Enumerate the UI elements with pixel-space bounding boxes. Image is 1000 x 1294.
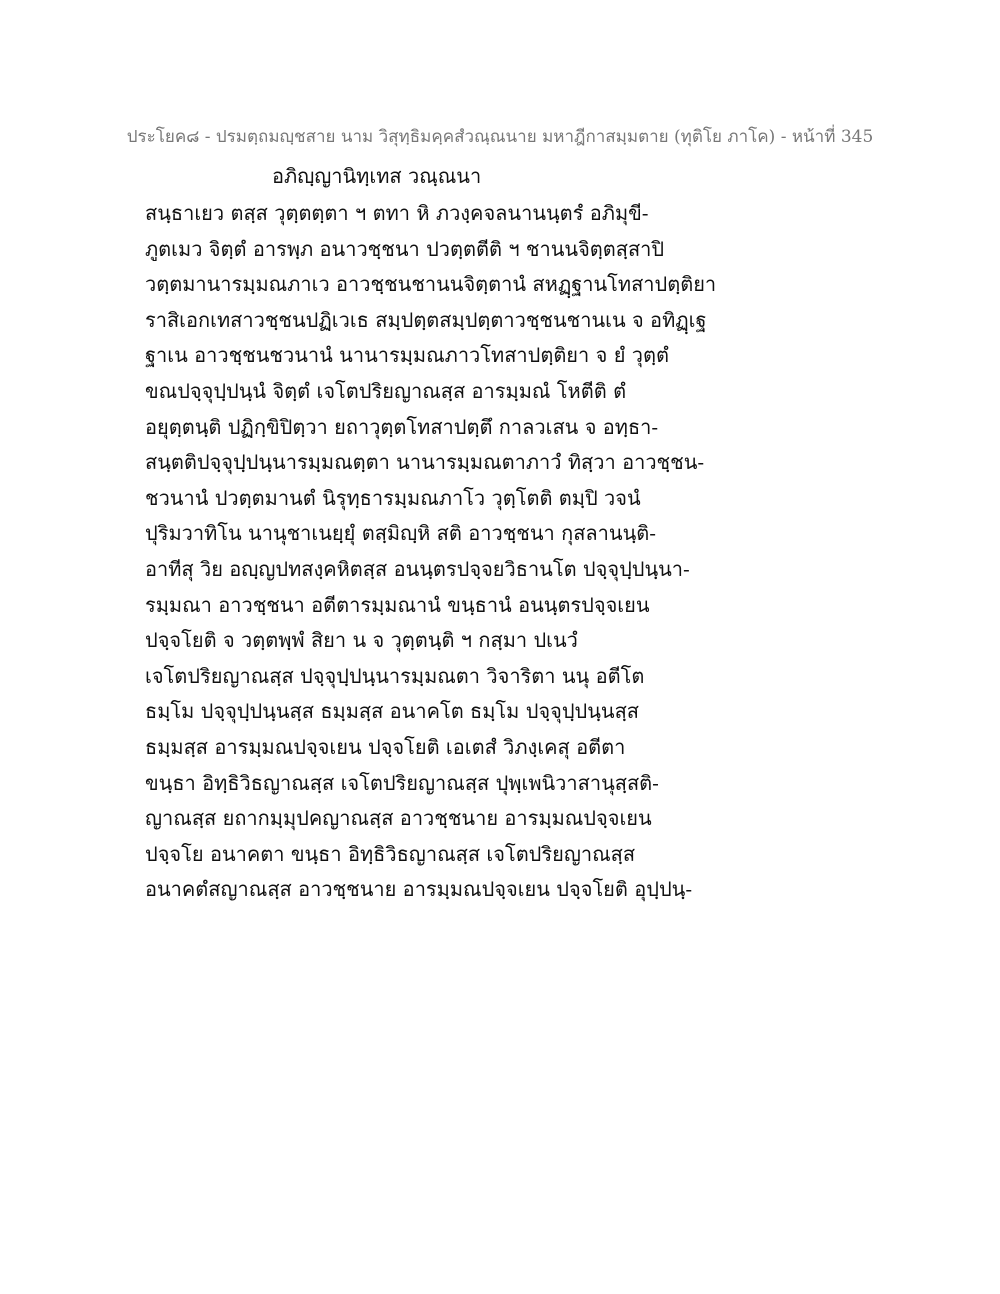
- text-line: สนฺตติปจฺจุปฺปนฺนารมฺมณตฺตา นานารมฺมณตาภาวํ ทิสฺวา อาวชฺชน-: [145, 450, 705, 475]
- text-line: อาทีสุ วิย อญฺญปทสงฺคหิตสฺส อนนฺตรปจฺจยวิธานโต ปจฺจุปฺปนฺนา-: [145, 556, 690, 581]
- text-line: รมฺมณา อาวชฺชนา อตีตารมฺมณานํ ขนฺธานํ อนนฺตรปจฺจเยน: [145, 592, 650, 617]
- text-line: ญาณสฺส ยถากมฺมุปคญาณสฺส อาวชฺชนาย อารมฺมณปจฺจเยน: [145, 806, 652, 831]
- text-line: เจโตปริยญาณสฺส ปจฺจุปฺปนฺนารมฺมณตา วิจาริตา นนุ อตีโต: [145, 663, 645, 688]
- text-line: ปจฺจโยติ จ วตฺตพฺพํ สิยา น จ วุตฺตนฺติ ฯ กสฺมา ปเนวํ: [145, 628, 578, 653]
- section-title: อภิญฺญานิทฺเทส วณฺณนา: [272, 164, 482, 188]
- body-text: [145, 196, 865, 908]
- text-line: วตฺตมานารมฺมณภาเว อาวชฺชนชานนจิตฺตานํ สหฏฺฐานโทสาปตฺติยา: [145, 272, 717, 297]
- text-line: อยุตฺตนฺติ ปฏิกฺขิปิตฺวา ยถาวุตฺตโทสาปตฺตึ กาลวเสน จ อทฺธา-: [145, 414, 659, 439]
- text-line: ราสิเอกเทสาวชฺชนปฏิเวเธ สมฺปตฺตสมฺปตฺตาวชฺชนชานเน จ อทิฏฺเฐ: [145, 307, 707, 332]
- text-line: ปุริมวาทิโน นานุชาเนยฺยุํ ตสฺมิญฺหิ สติ อาวชฺชนา กุสลานนฺติ-: [145, 521, 657, 546]
- text-line: ขณปจฺจุปฺปนฺนํ จิตฺตํ เจโตปริยญาณสฺส อารมฺมณํ โหตีติ ตํ: [145, 378, 627, 403]
- text-line: สนฺธาเยว ตสฺส วุตฺตตฺตา ฯ ตทา หิ ภวงฺคจลนานนฺตรํ อภิมุขี-: [145, 201, 649, 225]
- text-line: ภูตเมว จิตฺตํ อารพฺภ อนาวชฺชนา ปวตฺตตีติ ฯ ชานนจิตฺตสฺสาปิ: [145, 236, 665, 261]
- text-line: ฐาเน อาวชฺชนชวนานํ นานารมฺมณภาวโทสาปตฺติยา จ ยํ วุตฺตํ: [145, 343, 669, 368]
- text-line: ขนฺธา อิทฺธิวิธญาณสฺส เจโตปริยญาณสฺส ปุพฺเพนิวาสานุสฺสติ-: [145, 770, 659, 795]
- text-line: ชวนานํ ปวตฺตมานตํ นิรุทฺธารมฺมณภาโว วุตฺโตติ ตมฺปิ วจนํ: [145, 485, 641, 510]
- running-header: ประโยค๘ - ปรมตฺถมญฺชสาย นาม วิสุทฺธิมคฺคสํวณฺณนาย มหาฎีกาสมฺมตาย (ทุติโย ภาโค) - หน้าที่ 345: [126, 127, 874, 147]
- text-line: ปจฺจโย อนาคตา ขนฺธา อิทฺธิวิธญาณสฺส เจโตปริยญาณสฺส: [145, 841, 636, 866]
- text-line: ธมฺโม ปจฺจุปฺปนฺนสฺส ธมฺมสฺส อนาคโต ธมฺโม ปจฺจุปฺปนฺนสฺส: [145, 699, 639, 724]
- text-line: อนาคตํสญาณสฺส อาวชฺชนาย อารมฺมณปจฺจเยน ปจฺจโยติ อุปฺปนฺ-: [145, 877, 693, 902]
- text-line: ธมฺมสฺส อารมฺมณปจฺจเยน ปจฺจโยติ เอเตสํ วิภงฺเคสุ อตีตา: [145, 734, 626, 759]
